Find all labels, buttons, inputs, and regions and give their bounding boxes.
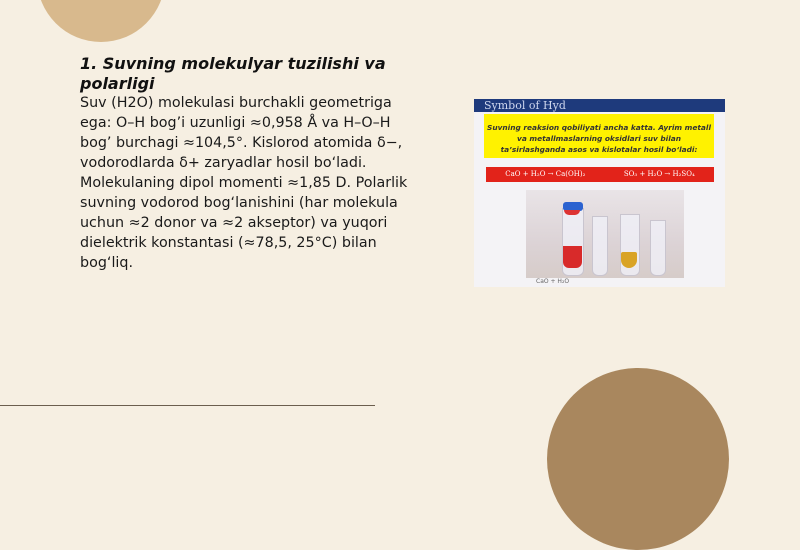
slide-body-text: Suv (H2O) molekulasi burchakli geometriga ega: O–H bog’i uzunligi ≈0,958 Å va H–O–H bog’ burchagi ≈104,5°. Kislorod atomida δ−, vodorodlarda δ+ zaryadlar hosil bo‘ladi. Molekulaning dipol momenti ≈1,85 D. Polarlik suvning vodorod bog‘lanishini (har molekula uchun ≈2 donor va ≈2 akseptor) va yuqori dielektrik konstantasi (≈78,5, 25°C) bilan bog‘liq.	[80, 95, 408, 271]
decorative-circle-top	[37, 0, 165, 42]
decorative-circle-bottom	[547, 368, 729, 550]
chemistry-slide-image	[474, 99, 725, 287]
reaction-2: SO₃ + H₂O → H₂SO₄	[623, 170, 695, 178]
image-reactions-bar	[486, 167, 714, 182]
test-tube-far-right	[650, 220, 666, 276]
image-note-box: Suvning reaksion qobiliyati ancha katta. Ayrim metall va metallmaslarning oksidlari suv bilan ta’sirlashganda asos va kislotalar hosil bo‘ladi:	[484, 114, 714, 158]
test-tube-middle	[592, 216, 608, 276]
yellow-liquid	[621, 252, 637, 268]
red-band	[564, 210, 580, 215]
red-liquid	[563, 246, 582, 268]
divider-line	[0, 405, 375, 406]
slide-title: 1. Suvning molekulyar tuzilishi va polarligi	[80, 54, 386, 93]
image-caption: CaO + H₂O	[536, 278, 570, 285]
image-header-title: Symbol of Hyd	[474, 99, 725, 112]
lab-tubes-photo	[526, 190, 684, 278]
reaction-1: CaO + H₂O → Ca(OH)₂	[505, 170, 586, 178]
